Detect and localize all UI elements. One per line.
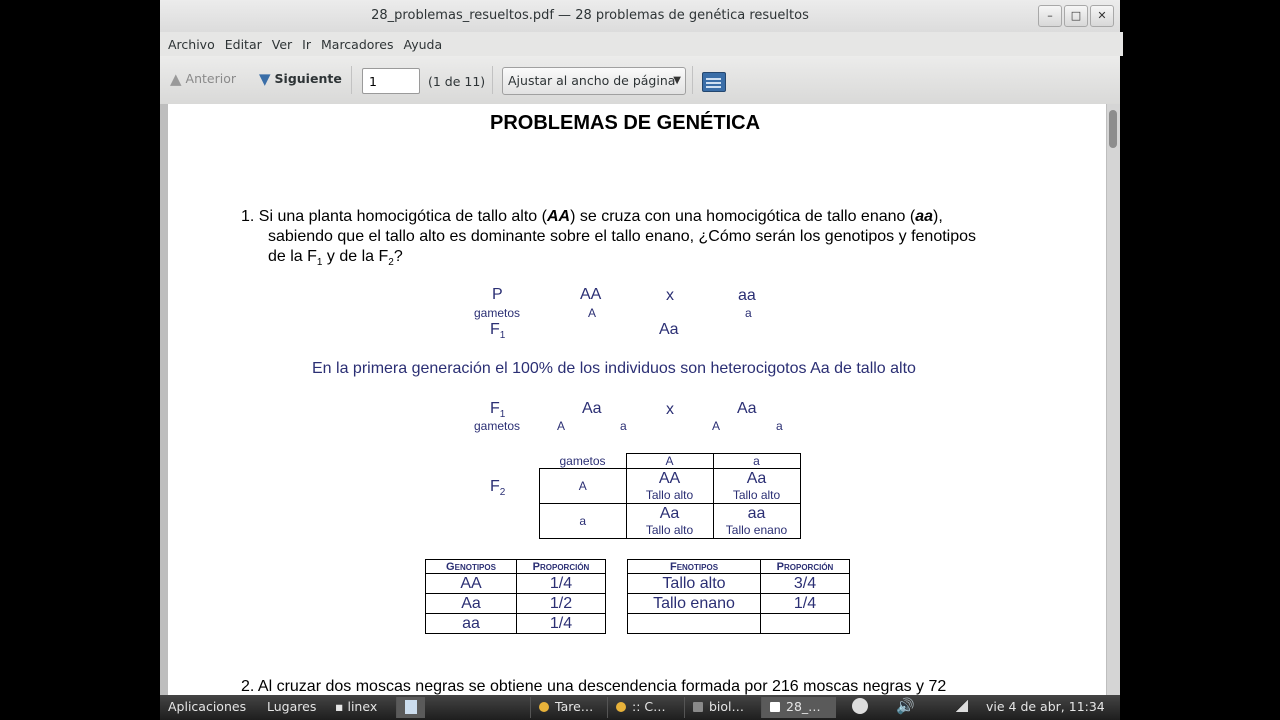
task-label: biol… [709,699,745,714]
subscript: 1 [316,257,323,269]
linex-menu[interactable] [335,699,377,714]
sidebar-toggle-icon[interactable] [702,72,726,92]
linex-label: linex [347,699,378,714]
menu-ir[interactable]: Ir [302,37,311,52]
problem-1-line-3 [268,248,403,268]
table-header: Fenotipos [628,560,761,574]
cross-parent-2: aa [738,287,756,304]
task-button[interactable] [684,697,759,718]
table-header: Genotipos [426,560,517,574]
next-page-button[interactable] [259,70,342,88]
punnett-cell: Aa Tallo alto [713,469,800,504]
table-cell: 1/4 [761,594,850,614]
pdf-viewer-window [160,0,1120,695]
cross-parent-1: Aa [582,400,602,417]
table-cell: 3/4 [761,574,850,594]
table-cell [761,614,850,634]
cross-parent-2: Aa [737,400,757,417]
punnett-cell: AA Tallo alto [626,469,713,504]
page-heading: PROBLEMAS DE GENÉTICA [490,112,761,134]
show-desktop-button[interactable] [396,697,425,718]
table-header: Proporción [761,560,850,574]
problem-text: Si una planta homocigótica de tallo alto ( [258,208,547,225]
problem-text: ? [393,248,403,265]
punnett-cell: aa Tallo enano [713,504,800,539]
menu-ver[interactable]: Ver [271,37,293,52]
punnett-corner: gametos [540,454,627,469]
problem-1-line-2: sabiendo que el tallo alto es dominante sobre el tallo enano, ¿Cómo serán los genotipos y fenotipos [268,228,977,245]
arrow-down-icon: ▼ [259,70,271,88]
punnett-row-header: A [540,469,627,504]
menu-marcadores[interactable]: Marcadores [321,37,394,52]
folder-icon [693,702,703,712]
table-cell: 1/4 [517,614,606,634]
subscript: 2 [388,257,394,269]
problem-2-line-1 [241,678,946,695]
cross-parent-label: P [492,286,503,303]
gamete: A [712,419,721,433]
zoom-value: Ajustar al ancho de página [508,73,676,88]
gamete: a [620,419,627,433]
f1-result: Aa [659,321,679,338]
title-bar[interactable] [160,0,1120,32]
gamete: a [776,419,783,433]
previous-label: Anterior [185,71,237,86]
applications-menu[interactable]: Aplicaciones [168,699,247,714]
task-label: Tare… [555,699,594,714]
table-cell: 1/2 [517,594,606,614]
f1-label: $F_1$ [490,400,506,421]
gamete: A [557,419,566,433]
chat-icon: ▪ [335,699,344,714]
record-icon[interactable] [852,698,868,714]
gametes-label: gametos [474,419,521,433]
task-label: 28_… [786,699,821,714]
genotype-aa-dominant: AA [546,208,571,225]
page-number-input[interactable]: 1 [362,68,420,94]
pdf-page [168,104,1106,695]
punnett-row-header: a [540,504,627,539]
gamete-1: A [588,306,597,320]
window-icon [405,700,417,714]
genotype-aa-recessive: aa [915,208,933,225]
chrome-icon [616,702,626,712]
table-cell: Aa [426,594,517,614]
network-icon[interactable] [956,700,968,712]
gamete-2: a [745,306,752,320]
arrow-up-icon: ▲ [170,70,182,88]
punnett-col-header: a [713,454,800,469]
menu-ayuda[interactable]: Ayuda [403,37,443,52]
problem-1-line-1 [241,208,943,226]
zoom-select[interactable] [502,67,686,95]
document-icon [770,702,780,712]
cross-symbol: x [666,401,674,418]
close-button[interactable]: ✕ [1090,5,1114,27]
table-cell: Tallo alto [628,574,761,594]
toolbar-separator [351,66,352,94]
volume-icon[interactable]: 🔊 [896,697,915,715]
problem-text: y de la F [322,248,389,265]
window-title: 28_problemas_resueltos.pdf — 28 problemas de genética resueltos [371,8,809,23]
problem-number: 1. [241,208,255,225]
f1-label: $F_1$ [490,321,506,342]
problem-number: 2. [241,678,255,695]
scrollbar-thumb[interactable] [1109,110,1117,148]
chrome-icon [539,702,549,712]
table-cell: aa [426,614,517,634]
document-area [160,104,1120,695]
minimize-button[interactable]: – [1038,5,1062,27]
menu-editar[interactable]: Editar [224,37,262,52]
menu-archivo[interactable]: Archivo [168,37,215,52]
task-button[interactable] [607,697,682,718]
taskbar [160,695,1120,720]
problem-text: ), [932,208,943,225]
problem-text: de la F [268,248,317,265]
table-cell [628,614,761,634]
punnett-col-header: A [626,454,713,469]
places-menu[interactable]: Lugares [267,699,317,714]
table-cell: 1/4 [517,574,606,594]
problem-text: ) se cruza con una homocigótica de tallo enano ( [570,208,916,225]
gametes-label: gametos [474,306,521,320]
task-button-active[interactable] [761,697,836,718]
cross-symbol: x [666,287,674,304]
toolbar-separator [492,66,493,94]
previous-page-button[interactable] [170,70,236,88]
problem-text: Al cruzar dos moscas negras se obtiene una descendencia formada por 216 moscas negras y 72 [257,678,947,695]
page-count: (1 de 11) [428,74,486,89]
clock[interactable]: vie 4 de abr, 11:34 [986,699,1105,714]
phenotype-table [627,559,850,634]
cross-parent-1: AA [580,286,602,303]
task-label: :: C… [632,699,666,714]
table-header: Proporción [517,560,606,574]
punnett-cell: Aa Tallo alto [626,504,713,539]
table-cell: Tallo enano [628,594,761,614]
vertical-scrollbar[interactable] [1107,104,1120,695]
maximize-button[interactable]: □ [1064,5,1088,27]
menu-bar [160,32,1123,56]
table-cell: AA [426,574,517,594]
genotype-table [425,559,606,634]
toolbar-separator [692,66,693,94]
f2-label: $F_2$ [490,478,506,499]
task-button[interactable] [530,697,605,718]
next-label: Siguiente [274,71,342,86]
punnett-square [539,453,801,539]
chevron-down-icon: ▼ [673,75,681,86]
f1-conclusion: En la primera generación el 100% de los individuos son heterocigotos Aa de tallo alto [312,360,916,377]
